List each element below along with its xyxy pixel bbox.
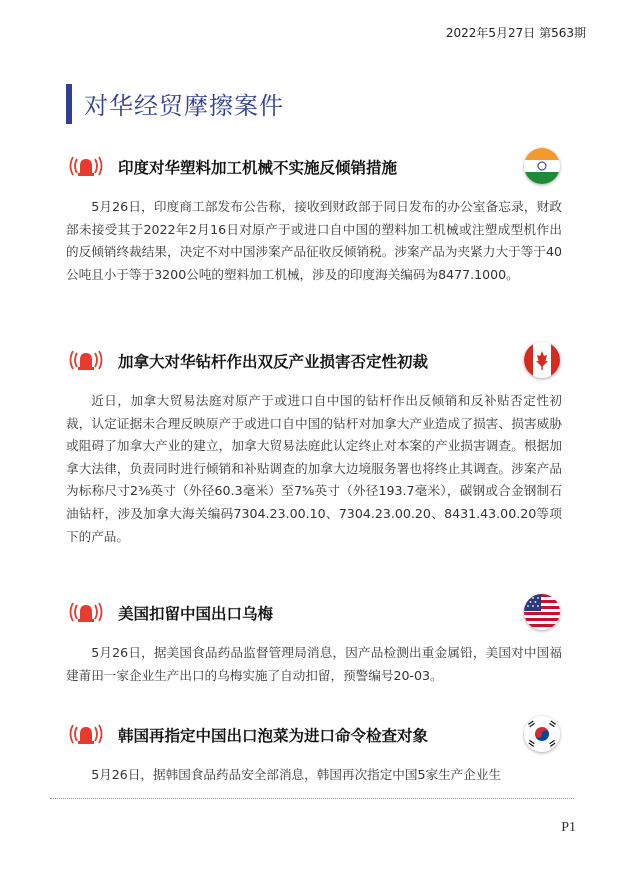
article-body: 近日，加拿大贸易法庭对原产于或进口自中国的钻杆作出反倾销和反补贴否定性初裁，认定证据未合理反映原产于或进口自中国的钻杆对加拿大产业造成了损害、损害威胁或阻碍了加拿大产业的建立，加拿大贸易法庭此认定终止对本案的产业损害调查。根据加拿大法律，负责同时进行倾销和补贴调查的加拿大边境服务署也将终止其调查。涉案产品为标称尺寸2⅜英寸（外径60.3毫米）至7⅝英寸（外径193.7毫米），碳钢或合金钢制石油钻杆，涉及加拿大海关编码7304.23.00.10、7304.23.00.20、8431.43.00.20等项下的产品。 (66, 393, 562, 544)
issue-date: 2022年5月27日 第563期 (445, 26, 586, 40)
article-india (66, 148, 562, 286)
canada-flag-icon (524, 342, 560, 378)
article-header (66, 594, 562, 634)
article-body: 5月26日，据韩国食品药品安全部消息，韩国再次指定中国5家生产企业生 (91, 767, 502, 782)
alarm-bell-icon (68, 348, 104, 372)
page-number: P1 (561, 820, 576, 835)
alarm-bell-icon (68, 722, 104, 746)
alarm-bell-icon (68, 600, 104, 624)
article-canada (66, 342, 562, 548)
india-flag-icon (524, 148, 560, 184)
article-header (66, 148, 562, 188)
article-korea (66, 716, 562, 787)
footer-divider (50, 798, 574, 799)
usa-flag-icon (524, 594, 560, 630)
korea-flag-icon (524, 716, 560, 752)
article-headline: 美国扣留中国出口乌梅 (118, 605, 274, 623)
article-headline: 印度对华塑料加工机械不实施反倾销措施 (118, 159, 398, 177)
article-usa (66, 594, 562, 687)
article-body: 5月26日，据美国食品药品监督管理局消息，因产品检测出重金属铅，美国对中国福建莆田一家企业生产出口的乌梅实施了自动扣留，预警编号20-03。 (66, 645, 562, 683)
article-header (66, 342, 562, 382)
article-headline: 韩国再指定中国出口泡菜为进口命令检查对象 (118, 727, 429, 745)
article-body: 5月26日，印度商工部发布公告称，接收到财政部于同日发布的办公室备忘录，财政部未接受其于2022年2月16日对原产于或进口自中国的塑料加工机械或注塑成型机作出的反倾销终裁结果，决定不对中国涉案产品征收反倾销税。涉案产品为夹紧力大于等于40公吨且小于等于3200公吨的塑料加工机械，涉及的印度海关编码为8477.1000。 (66, 199, 562, 282)
article-headline: 加拿大对华钻杆作出双反产业损害否定性初裁 (118, 353, 429, 371)
alarm-bell-icon (68, 154, 104, 178)
article-header (66, 716, 562, 756)
section-title-bar (66, 84, 72, 124)
section-title: 对华经贸摩擦案件 (84, 92, 284, 120)
